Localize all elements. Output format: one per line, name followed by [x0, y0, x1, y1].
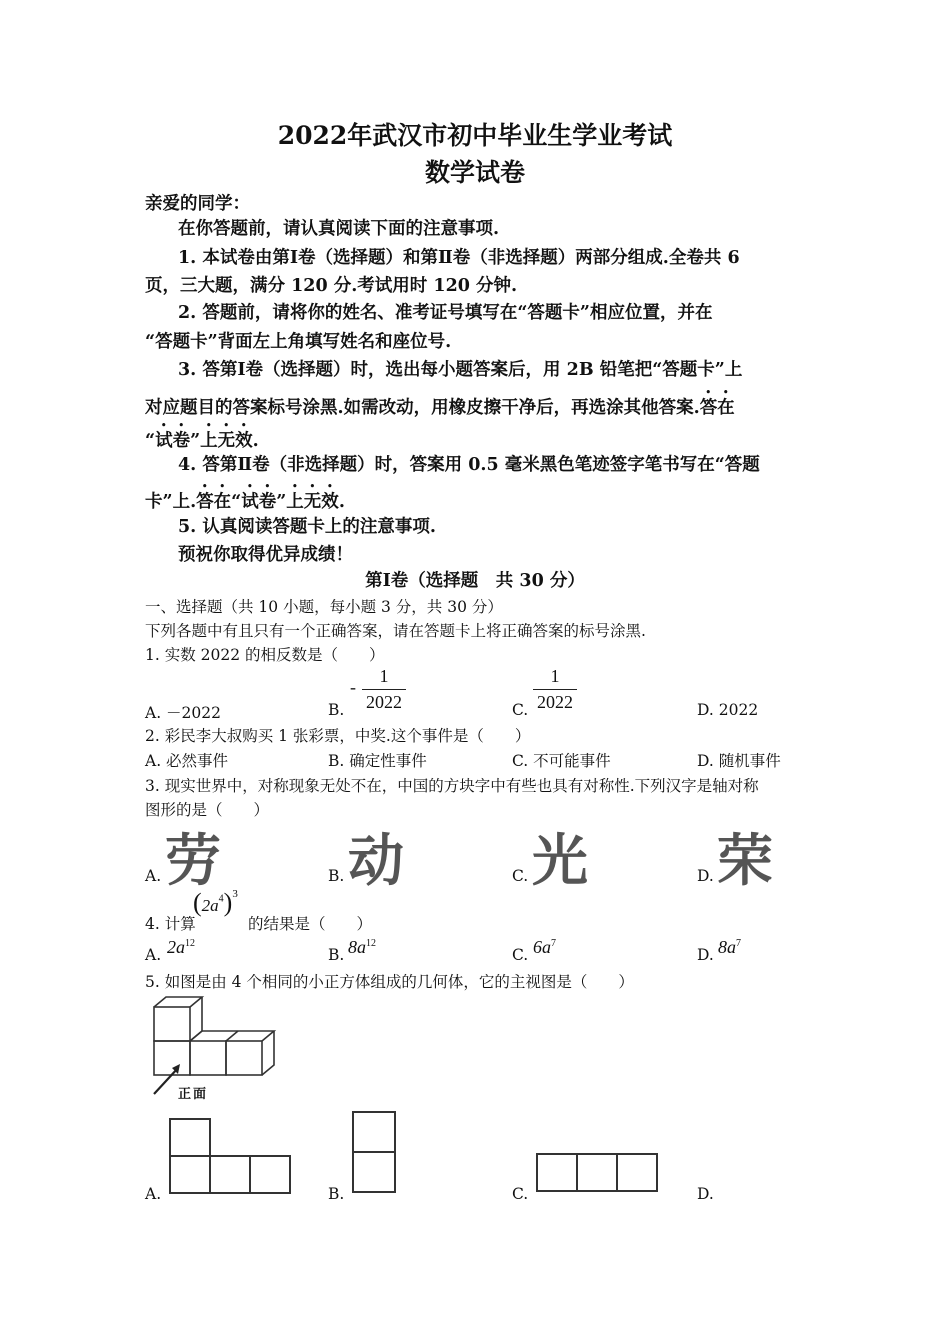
cube-side-face	[190, 997, 202, 1041]
q3-stem-cont: 图形的是（ ）	[145, 801, 270, 819]
emphasis-text: 答在“试卷”上无效	[196, 492, 339, 512]
q1-option-b-sign: -	[350, 677, 356, 697]
q4-option-d-label: D.	[697, 946, 714, 964]
notice-item-3: 3. 答第Ⅰ卷（选择题）时，选出每小题答案后，用 2B 铅笔把“答题卡”上	[178, 360, 743, 380]
exam-subtitle: 数学试卷	[424, 158, 525, 187]
q5-option-a-label: A.	[145, 1185, 162, 1203]
notice-item-1-cont: 页，三大题，满分 120 分.考试用时 120 分钟.	[145, 276, 518, 296]
notice-item-2: 2. 答题前，请将你的姓名、准考证号填写在“答题卡”相应位置，并在	[178, 303, 713, 323]
notice-intro: 在你答题前，请认真阅读下面的注意事项.	[178, 219, 500, 239]
q2-option-a: A. 必然事件	[145, 752, 229, 770]
q4-option-a-expr: $2a^{12}$	[167, 937, 195, 957]
q5-option-c-figure	[535, 1152, 661, 1194]
q3-option-c: C.	[512, 867, 529, 885]
q5-option-a-figure	[168, 1117, 294, 1195]
part-instruction: 下列各题中有且只有一个正确答案，请在答题卡上将正确答案的标号涂黑.	[145, 622, 646, 640]
q1-option-c-label: C.	[512, 701, 529, 719]
section-heading: 第Ⅰ卷（选择题 共 30 分）	[365, 571, 585, 591]
q2-option-c: C. 不可能事件	[512, 752, 611, 770]
emphasis-text: 答在	[699, 398, 735, 418]
q3-stem: 3. 现实世界中，对称现象无处不在，中国的方块字中有些也具有对称性.下列汉字是轴对称	[145, 777, 759, 795]
cube-front-face	[226, 1041, 262, 1075]
notice-wish: 预祝你取得优异成绩！	[178, 545, 353, 565]
cube-top-face	[154, 997, 202, 1007]
notice-item-4-cont: 卡”上.答在“试卷”上无效.	[145, 492, 345, 512]
q3-char-a: 劳	[165, 829, 221, 894]
q4-stem-post: 的结果是（ ）	[248, 915, 373, 933]
q3-option-b: B.	[328, 867, 345, 885]
q3-option-a: A.	[145, 867, 162, 885]
q2-option-b: B. 确定性事件	[328, 752, 427, 770]
cube-side-face	[262, 1031, 274, 1075]
part-heading: 一、选择题（共 10 小题，每小题 3 分，共 30 分）	[145, 598, 503, 616]
notice-item-3-end: “试卷”上无效.	[145, 431, 259, 451]
q5-option-c-label: C.	[512, 1185, 529, 1203]
q1-stem: 1. 实数 2022 的相反数是（ ）	[145, 646, 385, 664]
q5-option-b-label: B.	[328, 1185, 345, 1203]
notice-item-2-cont: “答题卡”背面左上角填写姓名和座位号.	[145, 332, 452, 352]
notice-item-4: 4. 答第Ⅱ卷（非选择题）时，答案用 0.5 毫米黑色笔迹签字笔书写在“答题	[178, 455, 760, 475]
q2-stem: 2. 彩民李大叔购买 1 张彩票，中奖.这个事件是（ ）	[145, 727, 531, 745]
q2-option-d: D. 随机事件	[697, 752, 781, 770]
notice-item-1: 1. 本试卷由第Ⅰ卷（选择题）和第Ⅱ卷（非选择题）两部分组成.全卷共 6	[178, 248, 740, 268]
q4-option-c-expr: $6a^7$	[533, 937, 556, 957]
notice-item-5: 5. 认真阅读答题卡上的注意事项.	[178, 517, 436, 537]
q1-option-b-label: B.	[328, 701, 345, 719]
q3-option-d: D.	[697, 867, 714, 885]
q1-option-d: D. 2022	[697, 701, 759, 719]
q4-expression: $(2a^4)^3$	[193, 888, 238, 917]
cube-front-face	[190, 1041, 226, 1075]
q5-stem: 5. 如图是由 4 个相同的小正方体组成的几何体，它的主视图是（ ）	[145, 973, 634, 991]
q4-option-a-label: A.	[145, 946, 162, 964]
q4-option-d-expr: $8a^7$	[718, 937, 741, 957]
q4-option-b-label: B.	[328, 946, 345, 964]
notice-item-3-cont: 对应题目的答案标号涂黑.如需改动，用橡皮擦干净后，再选涂其他答案.答在	[145, 398, 735, 418]
q5-option-d-label: D.	[697, 1185, 714, 1203]
q1-option-a: A. －2022	[145, 704, 221, 722]
q1-option-c-fraction: 1 2022	[533, 666, 577, 713]
q4-option-b-expr: $8a^{12}$	[348, 937, 376, 957]
q5-option-b-figure	[351, 1110, 399, 1194]
q3-char-d: 荣	[717, 829, 773, 894]
greeting: 亲爱的同学：	[145, 194, 250, 214]
exam-title: 2022年武汉市初中毕业生学业考试	[277, 121, 673, 150]
cube-front-face	[154, 1007, 190, 1041]
q4-stem-pre: 4. 计算	[145, 915, 196, 933]
front-label: 正面	[178, 1087, 209, 1102]
emphasis-text: “试卷”上无效	[145, 431, 253, 451]
q3-char-b: 动	[348, 829, 404, 894]
q3-char-c: 光	[532, 829, 588, 894]
q1-option-b-fraction: 1 2022	[362, 666, 406, 713]
q4-option-c-label: C.	[512, 946, 529, 964]
